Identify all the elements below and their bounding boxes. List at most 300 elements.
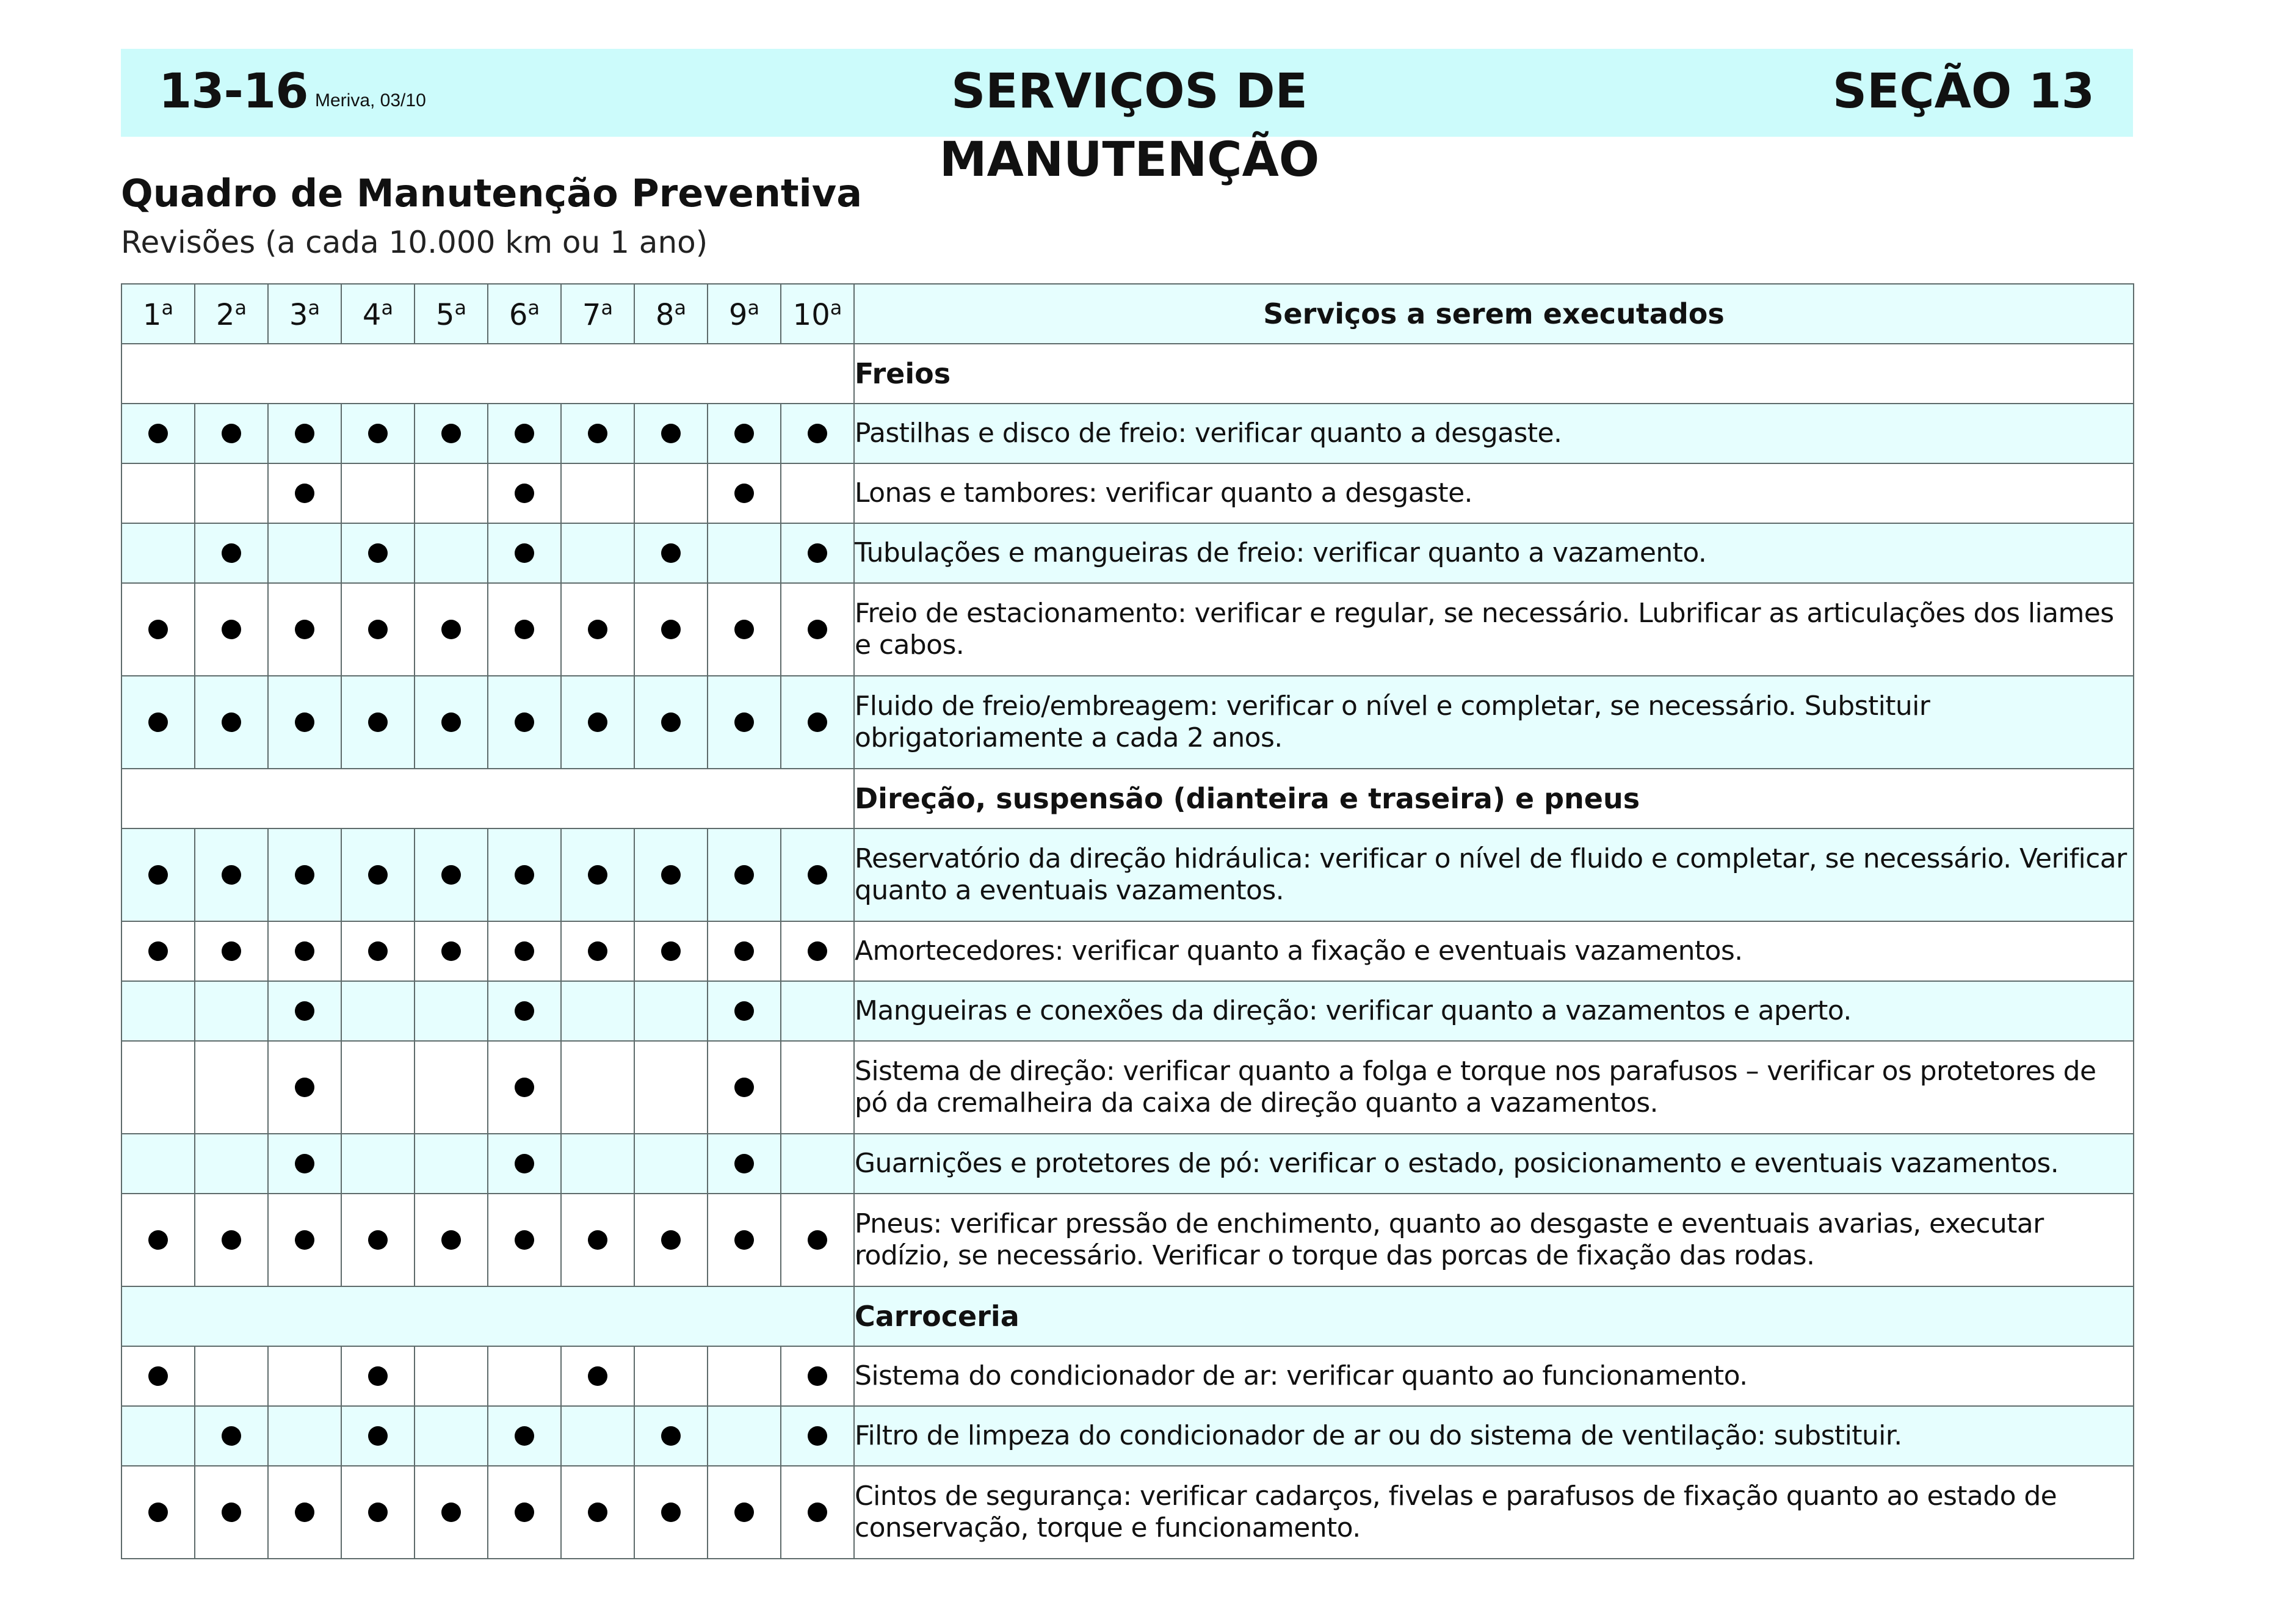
bullet-dot-icon: [368, 865, 388, 885]
bullet-dot-icon: [222, 620, 241, 639]
revision-cell: [268, 828, 341, 921]
revision-cell: [488, 523, 561, 583]
revision-column-header: [415, 284, 488, 344]
services-column-header: Serviços a serem executados: [854, 284, 2134, 344]
table-row: [121, 981, 2134, 1041]
revision-cell: [195, 1346, 268, 1406]
revision-cell: [121, 463, 195, 523]
bullet-dot-icon: [441, 1503, 461, 1522]
revision-cell: [708, 921, 781, 981]
bullet-dot-icon: [515, 1001, 534, 1021]
revision-ordinal: a: [454, 295, 467, 319]
revision-cell: [415, 921, 488, 981]
revision-cell: [195, 404, 268, 463]
bullet-dot-icon: [734, 424, 754, 443]
revision-column-header: [561, 284, 634, 344]
revision-cell: [488, 1194, 561, 1286]
revision-cell: [708, 523, 781, 583]
revision-cell: [634, 404, 708, 463]
bullet-dot-icon: [588, 865, 607, 885]
service-description: Tubulações e mangueiras de freio: verificar quanto a vazamento.: [854, 523, 2134, 583]
revision-ordinal: a: [527, 295, 540, 319]
revision-cell: [781, 1346, 854, 1406]
revision-cell: [268, 1041, 341, 1134]
revision-cell: [561, 1346, 634, 1406]
bullet-dot-icon: [295, 865, 314, 885]
revision-number: 7: [582, 297, 601, 332]
revision-cell: [341, 921, 415, 981]
bullet-dot-icon: [295, 712, 314, 732]
bullet-dot-icon: [515, 1230, 534, 1250]
table-row: [121, 1041, 2134, 1134]
bullet-dot-icon: [368, 543, 388, 563]
revision-cell: [341, 828, 415, 921]
category-label: Freios: [854, 344, 2134, 404]
revision-cell: [634, 1134, 708, 1194]
bullet-dot-icon: [734, 712, 754, 732]
revision-number: 4: [362, 297, 382, 332]
revision-cell: [121, 676, 195, 769]
revision-cell: [341, 404, 415, 463]
revision-cell: [488, 1466, 561, 1559]
bullet-dot-icon: [661, 712, 681, 732]
revision-cell: [341, 1041, 415, 1134]
revision-cell: [415, 828, 488, 921]
bullet-dot-icon: [808, 1366, 827, 1386]
revision-cell: [415, 1041, 488, 1134]
bullet-dot-icon: [808, 1503, 827, 1522]
revision-cell: [634, 1194, 708, 1286]
bullet-dot-icon: [808, 865, 827, 885]
bullet-dot-icon: [734, 484, 754, 503]
bullet-dot-icon: [661, 1230, 681, 1250]
category-blank-cell: [121, 1286, 854, 1346]
revision-cell: [561, 1134, 634, 1194]
revision-cell: [634, 523, 708, 583]
service-description: Mangueiras e conexões da direção: verificar quanto a vazamentos e aperto.: [854, 981, 2134, 1041]
revision-cell: [341, 1466, 415, 1559]
revision-cell: [341, 523, 415, 583]
bullet-dot-icon: [295, 941, 314, 961]
bullet-dot-icon: [368, 1503, 388, 1522]
bullet-dot-icon: [515, 865, 534, 885]
revision-cell: [781, 1466, 854, 1559]
revision-cell: [195, 1134, 268, 1194]
category-row: [121, 344, 2134, 404]
section-title: SERVIÇOS DE MANUTENÇÃO: [939, 64, 1320, 187]
table-row: [121, 676, 2134, 769]
revision-cell: [634, 1346, 708, 1406]
service-description: Pneus: verificar pressão de enchimento, quanto ao desgaste e eventuais avarias, executar rodízio, se necessário. Verificar o torque das porcas de fixação das rodas.: [854, 1194, 2134, 1286]
section-number: SEÇÃO 13: [1832, 64, 2095, 119]
table-row: [121, 1466, 2134, 1559]
revision-cell: [268, 1134, 341, 1194]
table-row: [121, 583, 2134, 676]
revision-cell: [634, 1041, 708, 1134]
bullet-dot-icon: [734, 1154, 754, 1173]
bullet-dot-icon: [222, 1503, 241, 1522]
revision-cell: [415, 463, 488, 523]
revision-cell: [781, 404, 854, 463]
revision-cell: [561, 523, 634, 583]
revision-cell: [195, 1194, 268, 1286]
revision-cell: [195, 921, 268, 981]
revision-cell: [195, 523, 268, 583]
revision-cell: [561, 1406, 634, 1466]
revision-cell: [268, 523, 341, 583]
revision-number: 6: [509, 297, 528, 332]
bullet-dot-icon: [441, 941, 461, 961]
revision-cell: [268, 1406, 341, 1466]
revision-cell: [488, 404, 561, 463]
revision-cell: [634, 1466, 708, 1559]
revision-column-header: [341, 284, 415, 344]
revision-cell: [708, 981, 781, 1041]
revision-cell: [121, 1346, 195, 1406]
revision-number: 10: [792, 297, 830, 332]
revision-number: 5: [435, 297, 455, 332]
revision-column-header: [488, 284, 561, 344]
category-blank-cell: [121, 769, 854, 828]
revision-cell: [488, 676, 561, 769]
bullet-dot-icon: [368, 941, 388, 961]
bullet-dot-icon: [515, 941, 534, 961]
bullet-dot-icon: [515, 1078, 534, 1097]
revision-cell: [121, 1134, 195, 1194]
revision-cell: [195, 463, 268, 523]
revision-cell: [268, 583, 341, 676]
table-row: [121, 1134, 2134, 1194]
bullet-dot-icon: [441, 1230, 461, 1250]
revision-cell: [415, 1406, 488, 1466]
revision-cell: [488, 463, 561, 523]
bullet-dot-icon: [734, 620, 754, 639]
bullet-dot-icon: [661, 424, 681, 443]
bullet-dot-icon: [515, 1154, 534, 1173]
revision-cell: [708, 404, 781, 463]
revision-cell: [121, 921, 195, 981]
bullet-dot-icon: [295, 620, 314, 639]
bullet-dot-icon: [148, 1230, 168, 1250]
bullet-dot-icon: [515, 620, 534, 639]
bullet-dot-icon: [588, 941, 607, 961]
bullet-dot-icon: [222, 941, 241, 961]
bullet-dot-icon: [368, 1426, 388, 1446]
revision-cell: [488, 583, 561, 676]
bullet-dot-icon: [588, 1366, 607, 1386]
revision-cell: [268, 1194, 341, 1286]
revision-column-header: [708, 284, 781, 344]
table-body: [121, 344, 2134, 1559]
bullet-dot-icon: [588, 1503, 607, 1522]
revision-cell: [634, 676, 708, 769]
bullet-dot-icon: [515, 424, 534, 443]
page-subtitle: Revisões (a cada 10.000 km ou 1 ano): [121, 225, 708, 260]
revision-cell: [781, 1041, 854, 1134]
bullet-dot-icon: [734, 1001, 754, 1021]
bullet-dot-icon: [734, 1230, 754, 1250]
revision-cell: [781, 463, 854, 523]
revision-cell: [708, 828, 781, 921]
revision-cell: [708, 1346, 781, 1406]
bullet-dot-icon: [368, 1366, 388, 1386]
category-blank-cell: [121, 344, 854, 404]
bullet-dot-icon: [588, 1230, 607, 1250]
revision-ordinal: a: [381, 295, 394, 319]
revision-cell: [561, 981, 634, 1041]
bullet-dot-icon: [734, 865, 754, 885]
revision-cell: [561, 583, 634, 676]
revision-cell: [268, 463, 341, 523]
bullet-dot-icon: [808, 1426, 827, 1446]
service-description: Guarnições e protetores de pó: verificar o estado, posicionamento e eventuais vazamentos.: [854, 1134, 2134, 1194]
bullet-dot-icon: [808, 620, 827, 639]
bullet-dot-icon: [222, 1230, 241, 1250]
revision-cell: [415, 523, 488, 583]
revision-cell: [268, 1346, 341, 1406]
revision-cell: [781, 583, 854, 676]
bullet-dot-icon: [148, 1503, 168, 1522]
category-label: Carroceria: [854, 1286, 2134, 1346]
bullet-dot-icon: [661, 543, 681, 563]
revision-cell: [781, 828, 854, 921]
service-description: Freio de estacionamento: verificar e regular, se necessário. Lubrificar as articulações dos liames e cabos.: [854, 583, 2134, 676]
revision-cell: [268, 1466, 341, 1559]
bullet-dot-icon: [148, 865, 168, 885]
bullet-dot-icon: [808, 1230, 827, 1250]
category-row: [121, 1286, 2134, 1346]
revision-cell: [634, 828, 708, 921]
revision-cell: [708, 1406, 781, 1466]
revision-cell: [488, 981, 561, 1041]
bullet-dot-icon: [515, 543, 534, 563]
bullet-dot-icon: [148, 424, 168, 443]
bullet-dot-icon: [295, 1230, 314, 1250]
bullet-dot-icon: [368, 620, 388, 639]
bullet-dot-icon: [222, 424, 241, 443]
bullet-dot-icon: [295, 1078, 314, 1097]
revision-ordinal: a: [601, 295, 614, 319]
revision-cell: [634, 1406, 708, 1466]
revision-cell: [488, 1134, 561, 1194]
bullet-dot-icon: [368, 424, 388, 443]
revision-cell: [415, 1194, 488, 1286]
service-description: Sistema do condicionador de ar: verificar quanto ao funcionamento.: [854, 1346, 2134, 1406]
revision-cell: [708, 1466, 781, 1559]
bullet-dot-icon: [808, 712, 827, 732]
revision-cell: [708, 583, 781, 676]
revision-cell: [781, 676, 854, 769]
revision-cell: [561, 1466, 634, 1559]
revision-cell: [708, 1194, 781, 1286]
table-row: [121, 1194, 2134, 1286]
revision-cell: [415, 1466, 488, 1559]
service-description: Pastilhas e disco de freio: verificar quanto a desgaste.: [854, 404, 2134, 463]
revision-cell: [488, 1346, 561, 1406]
revision-column-header: [781, 284, 854, 344]
revision-cell: [195, 583, 268, 676]
table-row: [121, 1406, 2134, 1466]
revision-cell: [415, 583, 488, 676]
revision-cell: [341, 1406, 415, 1466]
bullet-dot-icon: [222, 865, 241, 885]
revision-cell: [121, 1406, 195, 1466]
revision-cell: [415, 1134, 488, 1194]
revision-cell: [195, 676, 268, 769]
bullet-dot-icon: [295, 1503, 314, 1522]
revision-cell: [561, 404, 634, 463]
bullet-dot-icon: [808, 543, 827, 563]
revision-ordinal: a: [747, 295, 760, 319]
bullet-dot-icon: [661, 620, 681, 639]
revision-cell: [121, 981, 195, 1041]
revision-cell: [121, 1194, 195, 1286]
revision-cell: [341, 1194, 415, 1286]
bullet-dot-icon: [441, 865, 461, 885]
revision-ordinal: a: [830, 295, 842, 319]
bullet-dot-icon: [148, 712, 168, 732]
bullet-dot-icon: [222, 543, 241, 563]
bullet-dot-icon: [661, 865, 681, 885]
revision-column-header: [268, 284, 341, 344]
revision-cell: [415, 1346, 488, 1406]
revision-cell: [708, 676, 781, 769]
bullet-dot-icon: [661, 1503, 681, 1522]
page-number: 13-16: [159, 64, 308, 119]
revision-cell: [488, 1041, 561, 1134]
revision-cell: [708, 463, 781, 523]
revision-cell: [341, 676, 415, 769]
revision-cell: [781, 1194, 854, 1286]
revision-cell: [268, 981, 341, 1041]
bullet-dot-icon: [515, 1503, 534, 1522]
revision-cell: [195, 1041, 268, 1134]
revision-cell: [195, 1466, 268, 1559]
revision-cell: [415, 676, 488, 769]
revision-cell: [121, 583, 195, 676]
service-description: Reservatório da direção hidráulica: verificar o nível de fluido e completar, se necessário. Verificar quanto a eventuais vazamentos.: [854, 828, 2134, 921]
table-header-row: [121, 284, 2134, 344]
revision-ordinal: a: [234, 295, 247, 319]
revision-cell: [634, 463, 708, 523]
revision-number: 8: [655, 297, 675, 332]
service-description: Sistema de direção: verificar quanto a folga e torque nos parafusos – verificar os protetores de pó da cremalheira da caixa de direção quanto a vazamentos.: [854, 1041, 2134, 1134]
revision-cell: [121, 523, 195, 583]
table-row: [121, 463, 2134, 523]
bullet-dot-icon: [515, 1426, 534, 1446]
revision-number: 3: [289, 297, 308, 332]
bullet-dot-icon: [734, 1078, 754, 1097]
revision-cell: [561, 828, 634, 921]
service-description: Filtro de limpeza do condicionador de ar ou do sistema de ventilação: substituir.: [854, 1406, 2134, 1466]
revision-cell: [781, 921, 854, 981]
revision-cell: [121, 1041, 195, 1134]
revision-cell: [561, 1041, 634, 1134]
revision-cell: [781, 1406, 854, 1466]
revision-cell: [341, 583, 415, 676]
revision-column-header: [634, 284, 708, 344]
bullet-dot-icon: [295, 424, 314, 443]
service-description: Cintos de segurança: verificar cadarços, fivelas e parafusos de fixação quanto ao estado de conservação, torque e funcionamento.: [854, 1466, 2134, 1559]
revision-cell: [561, 463, 634, 523]
edition-label: Meriva, 03/10: [315, 90, 426, 111]
table-row: [121, 921, 2134, 981]
bullet-dot-icon: [808, 941, 827, 961]
bullet-dot-icon: [734, 1503, 754, 1522]
bullet-dot-icon: [441, 424, 461, 443]
revision-cell: [561, 676, 634, 769]
revision-ordinal: a: [674, 295, 687, 319]
revision-column-header: [195, 284, 268, 344]
revision-cell: [195, 1406, 268, 1466]
bullet-dot-icon: [148, 620, 168, 639]
revision-cell: [708, 1134, 781, 1194]
service-description: Fluido de freio/embreagem: verificar o nível e completar, se necessário. Substituir obrigatoriamente a cada 2 anos.: [854, 676, 2134, 769]
revision-cell: [488, 1406, 561, 1466]
bullet-dot-icon: [661, 941, 681, 961]
bullet-dot-icon: [734, 941, 754, 961]
revision-cell: [634, 583, 708, 676]
bullet-dot-icon: [295, 1001, 314, 1021]
revision-cell: [488, 828, 561, 921]
revision-number: 9: [728, 297, 748, 332]
bullet-dot-icon: [148, 1366, 168, 1386]
revision-cell: [195, 828, 268, 921]
table-row: [121, 828, 2134, 921]
revision-ordinal: a: [161, 295, 174, 319]
bullet-dot-icon: [515, 484, 534, 503]
revision-number: 2: [215, 297, 235, 332]
revision-cell: [634, 921, 708, 981]
revision-number: 1: [142, 297, 162, 332]
bullet-dot-icon: [148, 941, 168, 961]
service-description: Lonas e tambores: verificar quanto a desgaste.: [854, 463, 2134, 523]
bullet-dot-icon: [661, 1426, 681, 1446]
revision-cell: [121, 404, 195, 463]
table-row: [121, 404, 2134, 463]
revision-cell: [121, 828, 195, 921]
revision-cell: [268, 404, 341, 463]
revision-cell: [121, 1466, 195, 1559]
service-description: Amortecedores: verificar quanto a fixação e eventuais vazamentos.: [854, 921, 2134, 981]
revision-cell: [415, 981, 488, 1041]
table-row: [121, 523, 2134, 583]
revision-ordinal: a: [308, 295, 320, 319]
bullet-dot-icon: [368, 1230, 388, 1250]
revision-cell: [708, 1041, 781, 1134]
bullet-dot-icon: [222, 1426, 241, 1446]
bullet-dot-icon: [588, 712, 607, 732]
revision-cell: [341, 981, 415, 1041]
revision-cell: [195, 981, 268, 1041]
table-row: [121, 1346, 2134, 1406]
bullet-dot-icon: [441, 712, 461, 732]
bullet-dot-icon: [588, 620, 607, 639]
page-title: Quadro de Manutenção Preventiva: [121, 171, 863, 216]
bullet-dot-icon: [588, 424, 607, 443]
revision-cell: [488, 921, 561, 981]
category-label: Direção, suspensão (dianteira e traseira) e pneus: [854, 769, 2134, 828]
revision-cell: [341, 463, 415, 523]
bullet-dot-icon: [222, 712, 241, 732]
revision-cell: [415, 404, 488, 463]
bullet-dot-icon: [441, 620, 461, 639]
bullet-dot-icon: [295, 1154, 314, 1173]
revision-cell: [781, 1134, 854, 1194]
revision-cell: [341, 1134, 415, 1194]
revision-cell: [634, 981, 708, 1041]
revision-column-header: [121, 284, 195, 344]
